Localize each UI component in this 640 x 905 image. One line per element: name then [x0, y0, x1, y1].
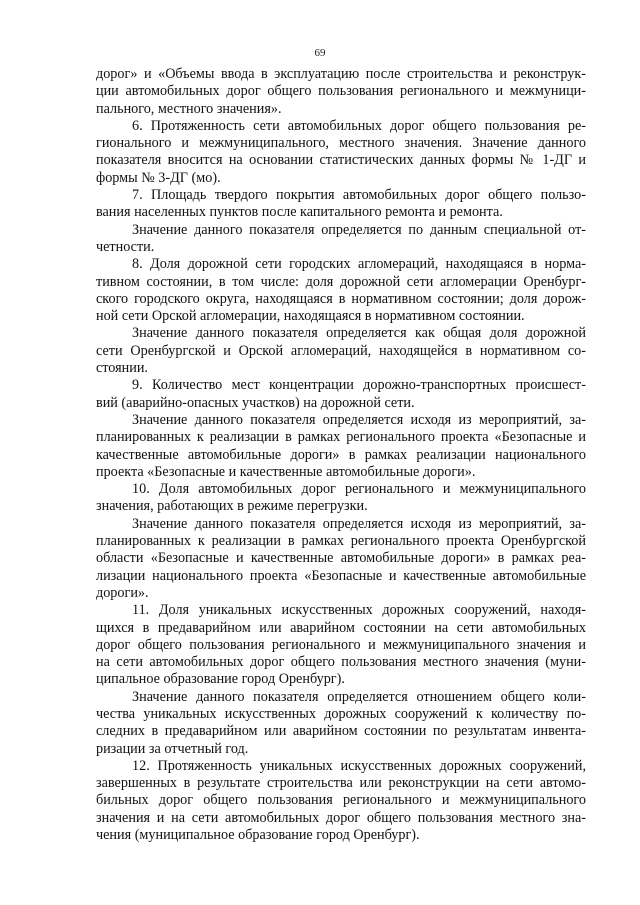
text-line: 12. Протяженность уникальных искусственных дорожных сооружений, [132, 757, 586, 774]
text-line: четности. [96, 238, 155, 255]
text-line: значения и на сети автомобильных дорог общего пользования местного зна- [96, 809, 586, 826]
text-line: дорог общего пользования регионального и межмуниципального значения и [96, 636, 586, 653]
text-line: сети Оренбургской и Орской агломераций, находящейся в нормативном со- [96, 342, 586, 359]
page-number: 69 [314, 47, 326, 59]
text-line: ского городского округа, находящаяся в нормативном состоянии; доля дорож- [96, 290, 586, 307]
text-line: 9. Количество мест концентрации дорожно-транспортных происшест- [132, 377, 586, 394]
text-line: вий (аварийно-опасных участков) на дорожной сети. [96, 394, 415, 411]
text-line: дороги». [96, 584, 149, 601]
text-line: области «Безопасные и качественные автомобильные дороги» в рамках реа- [96, 550, 586, 567]
text-line: ризации за отчетный год. [96, 740, 249, 757]
text-line: Значение данного показателя определяется отношением общего коли- [132, 688, 586, 705]
text-line: формы № 3-ДГ (мо). [96, 169, 221, 186]
text-line: 11. Доля уникальных искусственных дорожных сооружений, находя- [132, 602, 586, 619]
text-line: следних в предаварийном или аварийном состоянии по результатам инвента- [96, 723, 586, 740]
text-line: 10. Доля автомобильных дорог регионального и межмуниципального [132, 481, 586, 498]
text-line: чения (муниципальное образование город Оренбург). [96, 827, 420, 844]
text-line: лизации национального проекта «Безопасные и качественные автомобильные [96, 567, 586, 584]
text-line: пального, местного значения». [96, 100, 282, 117]
text-line: 8. Доля дорожной сети городских агломераций, находящаяся в норма- [132, 256, 586, 273]
text-line: тивном состоянии, в том числе: доля дорожной сети агломерации Оренбург- [96, 273, 586, 290]
text-line: на сети автомобильных дорог общего пользования местного значения (муни- [96, 654, 586, 671]
text-line: проекта «Безопасные и качественные автомобильные дороги». [96, 463, 476, 480]
text-line: чества уникальных искусственных дорожных сооружений к количеству по- [96, 705, 586, 722]
text-line: значения, работающих в режиме перегрузки. [96, 498, 368, 515]
text-line: бильных дорог общего пользования регионального и межмуниципального [96, 792, 586, 809]
text-line: ции автомобильных дорог общего пользования регионального и межмуници- [96, 83, 586, 100]
text-line: вания населенных пунктов после капитального ремонта и ремонта. [96, 204, 503, 221]
text-line: стоянии. [96, 360, 148, 377]
text-line: планированных к реализации в рамках регионального проекта «Безопасные и [96, 429, 586, 446]
text-line: Значение данного показателя определяется как общая доля дорожной [132, 325, 586, 342]
text-line: 7. Площадь твердого покрытия автомобильных дорог общего пользо- [132, 187, 586, 204]
text-line: щихся в предаварийном или аварийном состоянии на сети автомобильных [96, 619, 586, 636]
text-line: 6. Протяженность сети автомобильных дорог общего пользования ре- [132, 117, 586, 134]
text-line: Значение данного показателя определяется по данным специальной от- [132, 221, 586, 238]
text-line: показателя вносится на основании статистических данных формы № 1-ДГ и [96, 152, 586, 169]
text-line: Значение данного показателя определяется исходя из мероприятий, за- [132, 411, 586, 428]
text-line: завершенных в результате строительства или реконструкции на сети автомо- [96, 775, 586, 792]
text-line: ципальное образование город Оренбург). [96, 671, 345, 688]
text-line: качественные автомобильные дороги» в рамках реализации национального [96, 446, 586, 463]
text-line: Значение данного показателя определяется исходя из мероприятий, за- [132, 515, 586, 532]
text-line: планированных к реализации в рамках регионального проекта Оренбургской [96, 533, 586, 550]
text-line: дорог» и «Объемы ввода в эксплуатацию после строительства и реконструк- [96, 66, 586, 82]
text-line: гионального и межмуниципального, местного значения. Значение данного [96, 135, 586, 152]
document-body [96, 66, 586, 844]
text-line: ной сети Орской агломерации, находящаяся в нормативном состоянии. [96, 308, 525, 325]
